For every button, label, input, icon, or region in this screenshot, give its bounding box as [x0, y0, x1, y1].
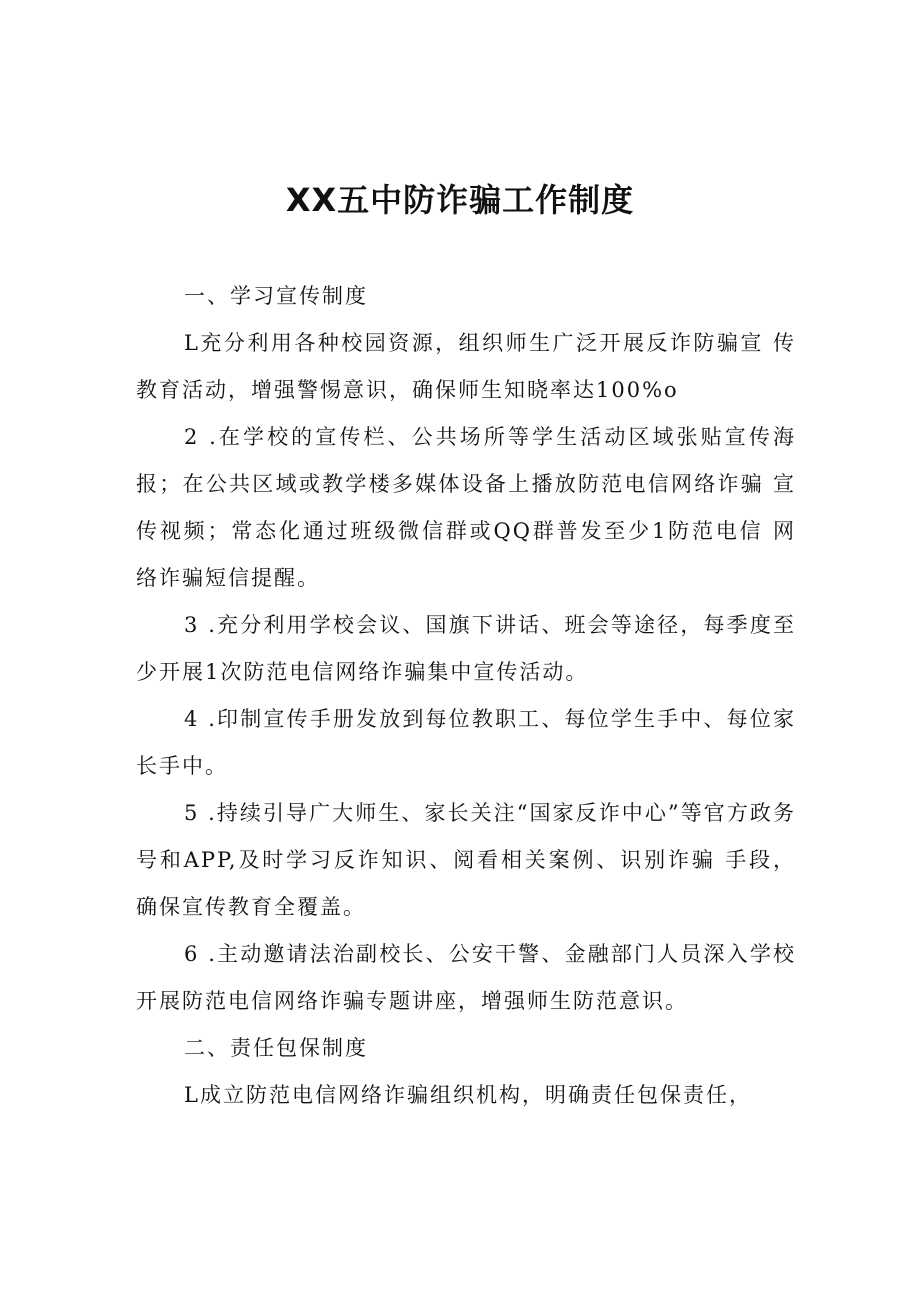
document-body [136, 273, 796, 1119]
section-heading: 一、学习宣传制度 [184, 284, 368, 308]
paragraph: 3 .充分利用学校会议、国旗下讲话、班会等途径，每季度至少开展1次防范电信网络诈骗集中宣传活动。 [136, 613, 796, 684]
paragraph: 2 .在学校的宣传栏、公共场所等学生活动区域张贴宣传海报；在公共区域或教学楼多媒体设备上播放防范电信网络诈骗 宣传视频；常态化通过班级微信群或QQ群普发至少1防范电信 网络诈骗短信提醒。 [136, 425, 796, 590]
paragraph: L成立防范电信网络诈骗组织机构，明确责任包保责任， [184, 1083, 752, 1107]
paragraph: L充分利用各种校园资源，组织师生广泛开展反诈防骗宣 传教育活动，增强警惕意识，确保师生知晓率达100%o [136, 331, 796, 402]
paragraph: 6 .主动邀请法治副校长、公安干警、金融部门人员深入学校开展防范电信网络诈骗专题讲座，增强师生防范意识。 [136, 942, 796, 1013]
paragraph: 4 .印制宣传手册发放到每位教职工、每位学生手中、每位家长手中。 [136, 707, 796, 778]
document-title: XX五中防诈骗工作制度 [285, 181, 635, 219]
paragraph: 5 .持续引导广大师生、家长关注“国家反诈中心”等官方政务号和APP,及时学习反诈知识、阅看相关案例、识别诈骗 手段，确保宣传教育全覆盖。 [136, 801, 796, 919]
section-heading: 二、责任包保制度 [184, 1036, 368, 1060]
